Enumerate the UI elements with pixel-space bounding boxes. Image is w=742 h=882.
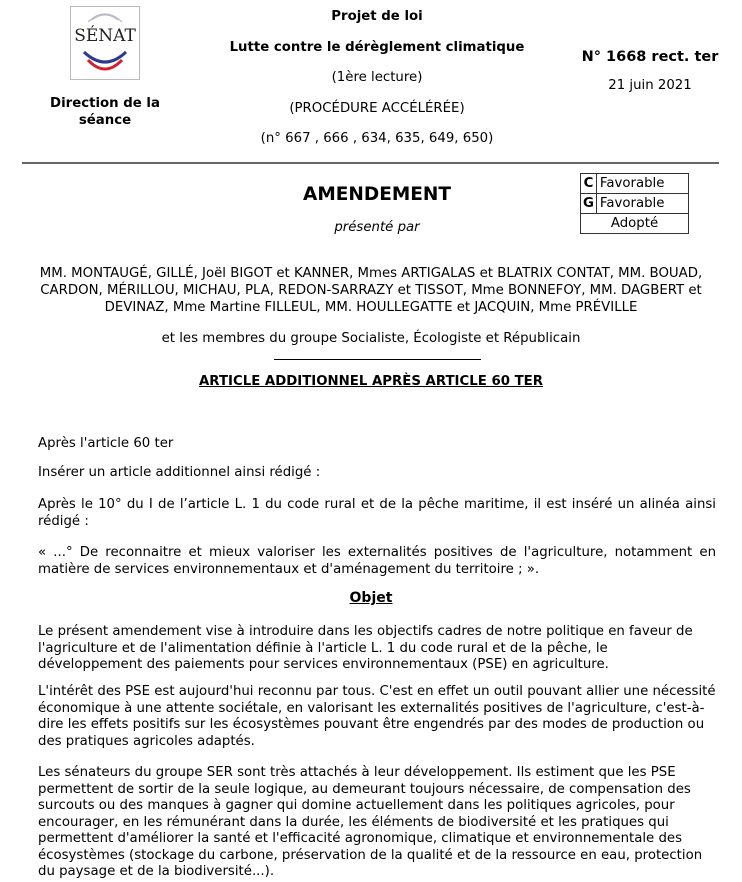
procedure: (PROCÉDURE ACCÉLÉRÉE) (289, 100, 465, 116)
direction-label: Direction de la séance (50, 96, 160, 128)
article-heading: ARTICLE ADDITIONNEL APRÈS ARTICLE 60 TER (199, 374, 543, 389)
amendment-number: N° 1668 rect. ter (581, 49, 719, 65)
senat-logo (70, 6, 140, 80)
section-divider (274, 359, 481, 360)
document-numbers: (n° 667 , 666 , 634, 635, 649, 650) (260, 131, 494, 146)
status-key: G (581, 194, 597, 214)
objet-paragraph: Les sénateurs du groupe SER sont très attachés à leur développement. Ils estiment que les PSE permettent de sortir de la seule logique, au demeurant toujours nécessaire, de compensation des surcouts ou des manques à gagner qui domine actuellement dans les politiques agricoles, pour encourager, en les rémunérant dans la durée, les éléments de biodiversité et les pratiques qui permettent d'améliorer la santé et l'efficacité agronomique, climatique et environnementale des écosystèmes (stockage du carbone, préservation de la qualité et de la ressource en eau, protection du paysage et de la biodiversité...). (38, 765, 703, 879)
amendment-title: AMENDEMENT (303, 184, 451, 205)
objet-paragraph: Le présent amendement vise à introduire dans les objectifs cadres de notre politique en faveur de l'agriculture et de l'alimentation définie à l'article L. 1 du code rural et de la pêche, le développement des paiements pour services environnementaux (PSE) en agriculture. (38, 624, 693, 672)
status-table (580, 173, 689, 234)
logo-text: SÉNAT (74, 26, 136, 46)
presented-by: présenté par (334, 220, 420, 235)
status-row (581, 174, 689, 194)
objet-paragraph: L'intérêt des PSE est aujourd'hui reconnu par tous. C'est en effet un outil pouvant allier une nécessité économique à une attente sociétale, en valorisant les externalités positives de l'agriculture, c'est-à-dire les effets positifs sur les écosystèmes pouvant être engendrés par des modes de production ou des pratiques agricoles adaptés. (38, 684, 716, 749)
status-row (581, 214, 689, 234)
authors-list: MM. MONTAUGÉ, GILLÉ, Joël BIGOT et KANNER, Mmes ARTIGALAS et BLATRIX CONTAT, MM. BOUAD, CARDON, MÉRILLOU, MICHAU, PLA, REDON-SARRAZY et TISSOT, Mme BONNEFOY, MM. DAGBERT et DEVINAZ, Mme Martine FILLEUL, MM. HOULLEGATTE et JACQUIN, Mme PRÉVILLE (39, 266, 703, 315)
reading-stage: (1ère lecture) (331, 70, 423, 85)
bill-header (192, 2, 562, 155)
body-paragraph: Après l'article 60 ter (38, 436, 174, 451)
body-paragraph: Insérer un article additionnel ainsi rédigé : (38, 465, 321, 480)
amendment-date: 21 juin 2021 (608, 78, 692, 93)
status-value: Favorable (596, 194, 688, 214)
header-divider (22, 162, 719, 164)
status-value: Favorable (596, 174, 688, 194)
status-row (581, 194, 689, 214)
bill-title: Lutte contre le dérèglement climatique (229, 39, 525, 55)
amendment-text: « ...° De reconnaitre et mieux valoriser les externalités positives de l'agriculture, notamment en matière de services environnementaux et d'aménagement du territoire ; ». (38, 545, 716, 577)
status-key: C (581, 174, 597, 194)
bill-type: Projet de loi (331, 9, 423, 24)
body-paragraph: Après le 10° du I de l’article L. 1 du code rural et de la pêche maritime, il est inséré un alinéa ainsi rédigé : (38, 497, 716, 529)
objet-heading: Objet (349, 590, 393, 606)
amendment-meta (575, 49, 725, 93)
status-value: Adopté (581, 214, 689, 234)
group-members: et les membres du groupe Socialiste, Écologiste et Républicain (161, 331, 581, 346)
